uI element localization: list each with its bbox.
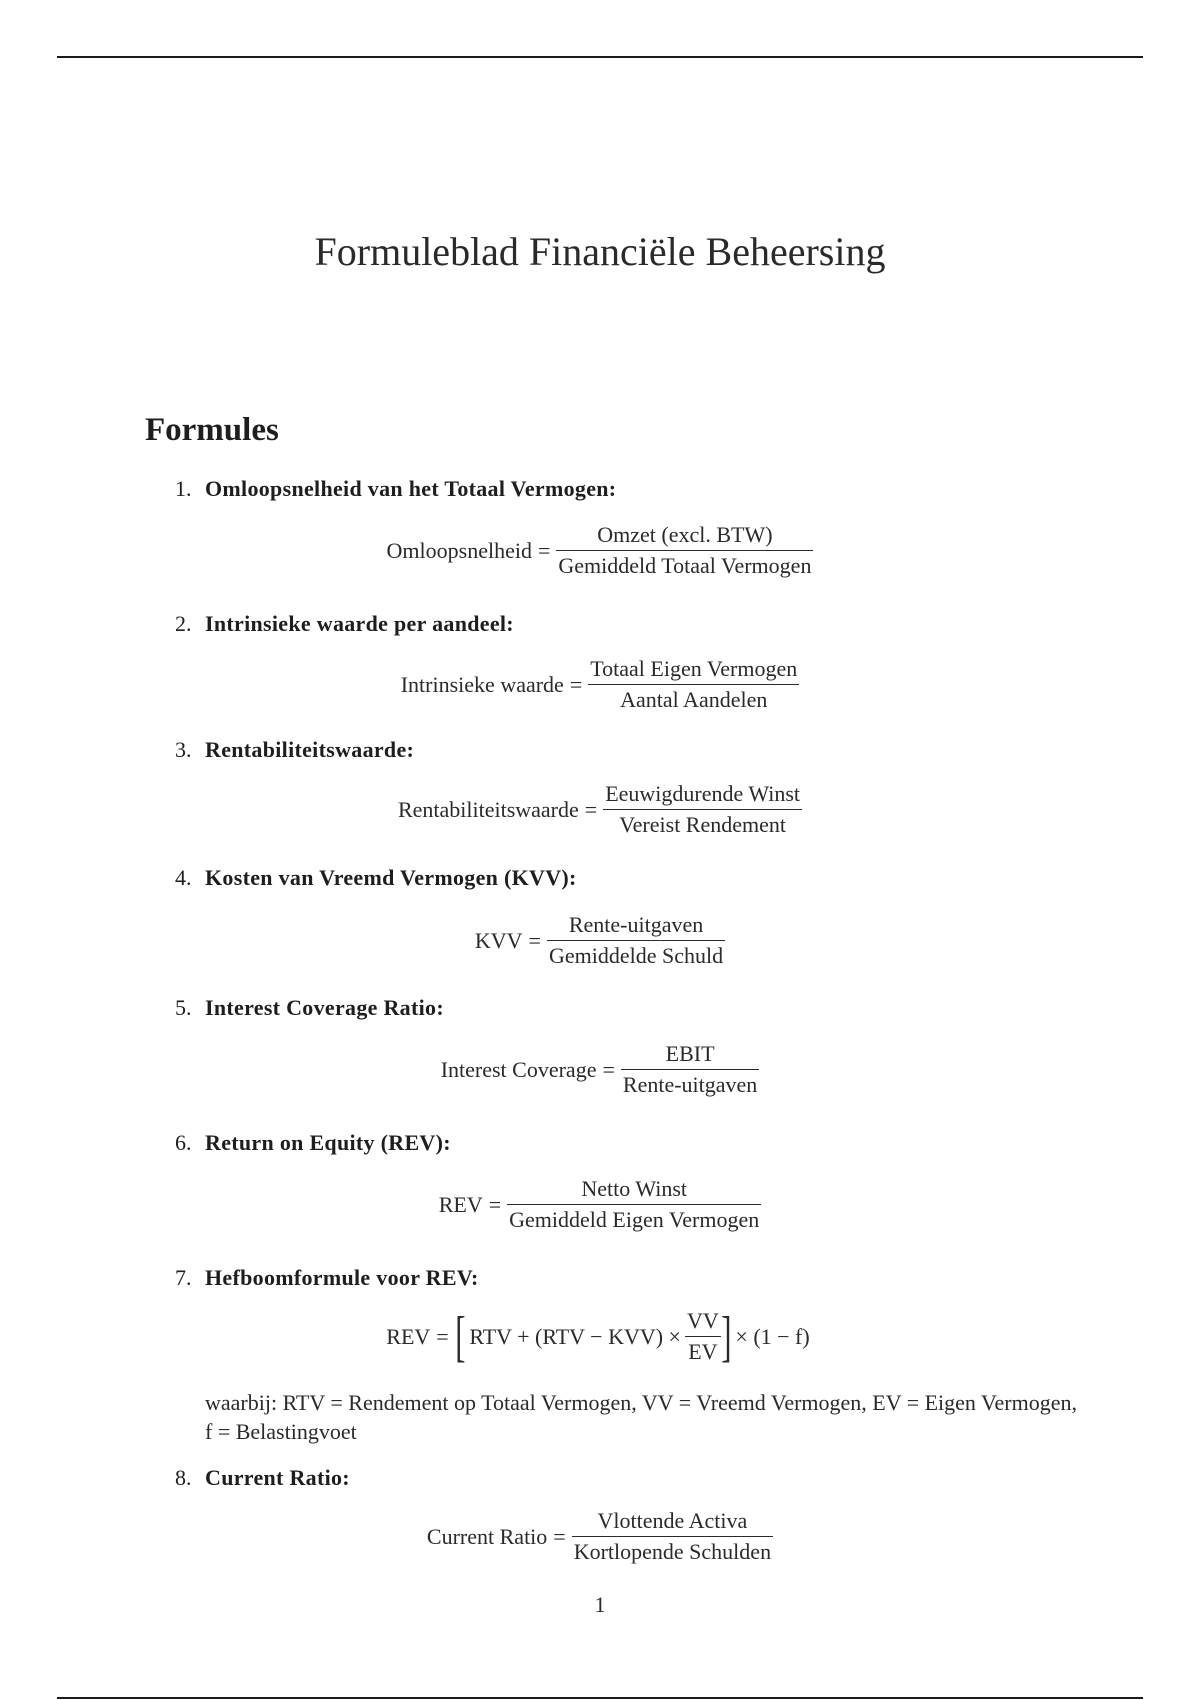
formula-2 bbox=[0, 656, 1200, 713]
equals-sign: = bbox=[436, 1323, 449, 1349]
formula-lhs: REV bbox=[386, 1323, 431, 1349]
denominator: Kortlopende Schulden bbox=[573, 1539, 772, 1564]
formula-lhs: KVV bbox=[474, 927, 523, 953]
formula-lhs: Interest Coverage bbox=[440, 1056, 597, 1082]
fraction bbox=[588, 656, 799, 713]
denominator: Aantal Aandelen bbox=[620, 687, 768, 712]
formula-heading-1 bbox=[175, 476, 616, 502]
formula-heading-5 bbox=[175, 995, 444, 1021]
formula-1 bbox=[0, 522, 1200, 579]
item-number: 2. bbox=[175, 611, 192, 636]
item-label: Interest Coverage Ratio: bbox=[205, 995, 444, 1020]
denominator: Vereist Rendement bbox=[619, 812, 787, 837]
fraction bbox=[547, 912, 725, 969]
close-bracket: ] bbox=[720, 1305, 732, 1368]
equals-sign: = bbox=[488, 1191, 502, 1217]
document-title: Formuleblad Financiële Beheersing bbox=[314, 229, 886, 274]
formula-3 bbox=[0, 781, 1200, 838]
formula-middle: RTV + (RTV − KVV) × bbox=[469, 1323, 681, 1349]
numerator: Netto Winst bbox=[507, 1176, 761, 1205]
equals-sign: = bbox=[602, 1056, 615, 1082]
item-number: 7. bbox=[175, 1265, 192, 1290]
denominator: Rente-uitgaven bbox=[622, 1072, 758, 1097]
formula-lhs: Current Ratio bbox=[426, 1523, 548, 1549]
item-number: 5. bbox=[175, 995, 192, 1020]
formula-heading-6 bbox=[175, 1130, 451, 1156]
formula-7 bbox=[0, 1305, 1200, 1368]
item-label: Return on Equity (REV): bbox=[205, 1130, 451, 1155]
item-label: Rentabiliteitswaarde: bbox=[205, 737, 415, 762]
numerator: EBIT bbox=[621, 1041, 759, 1070]
denominator: Gemiddeld Totaal Vermogen bbox=[558, 553, 812, 578]
bottom-rule bbox=[57, 1697, 1143, 1699]
item-label: Hefboomformule voor REV: bbox=[205, 1265, 479, 1290]
equals-sign: = bbox=[553, 1523, 566, 1549]
item-number: 6. bbox=[175, 1130, 192, 1155]
formula-8 bbox=[0, 1508, 1200, 1565]
equals-sign: = bbox=[537, 537, 551, 563]
numerator: Totaal Eigen Vermogen bbox=[588, 656, 799, 685]
item-number: 3. bbox=[175, 737, 192, 762]
formula-lhs: Omloopsnelheid bbox=[386, 537, 532, 563]
page-number: 1 bbox=[594, 1592, 606, 1617]
numerator: VV bbox=[685, 1308, 721, 1337]
numerator: Rente-uitgaven bbox=[547, 912, 725, 941]
item-label: Current Ratio: bbox=[205, 1465, 350, 1490]
formula-heading-8 bbox=[175, 1465, 350, 1491]
fraction bbox=[685, 1308, 721, 1365]
formula-heading-3 bbox=[175, 737, 414, 763]
item-label: Omloopsnelheid van het Totaal Vermogen: bbox=[205, 476, 617, 501]
open-bracket: [ bbox=[454, 1305, 466, 1368]
numerator: Vlottende Activa bbox=[572, 1508, 773, 1537]
denominator: Gemiddelde Schuld bbox=[548, 943, 724, 968]
formula-lhs: Rentabiliteitswaarde bbox=[397, 796, 579, 822]
formula-heading-7 bbox=[175, 1265, 479, 1291]
denominator: EV bbox=[688, 1339, 718, 1364]
formula-5 bbox=[0, 1041, 1200, 1098]
formula-heading-4 bbox=[175, 865, 577, 891]
formula-4 bbox=[0, 912, 1200, 969]
numerator: Omzet (excl. BTW) bbox=[556, 522, 813, 551]
formula-lhs: REV bbox=[438, 1191, 483, 1217]
section-heading: Formules bbox=[145, 412, 279, 448]
fraction bbox=[556, 522, 813, 579]
numerator: Eeuwigdurende Winst bbox=[603, 781, 802, 810]
fraction bbox=[507, 1176, 761, 1233]
formula-tail: × (1 − f) bbox=[735, 1323, 810, 1349]
equals-sign: = bbox=[584, 796, 598, 822]
item-number: 4. bbox=[175, 865, 192, 890]
item-number: 8. bbox=[175, 1465, 192, 1490]
item-label: Intrinsieke waarde per aandeel: bbox=[205, 611, 514, 636]
fraction bbox=[572, 1508, 773, 1565]
top-rule bbox=[57, 56, 1143, 58]
formula-lhs: Intrinsieke waarde bbox=[400, 671, 564, 697]
formula-heading-2 bbox=[175, 611, 514, 637]
fraction bbox=[621, 1041, 759, 1098]
equals-sign: = bbox=[528, 927, 541, 953]
fraction bbox=[603, 781, 802, 838]
equals-sign: = bbox=[569, 671, 583, 697]
denominator: Gemiddeld Eigen Vermogen bbox=[509, 1207, 760, 1232]
item-number: 1. bbox=[175, 476, 192, 501]
formula-note: waarbij: RTV = Rendement op Totaal Vermogen, VV = Vreemd Vermogen, EV = Eigen Vermogen, f = Belastingvoet bbox=[205, 1390, 1077, 1444]
formula-6 bbox=[0, 1176, 1200, 1233]
item-label: Kosten van Vreemd Vermogen (KVV): bbox=[205, 865, 577, 890]
